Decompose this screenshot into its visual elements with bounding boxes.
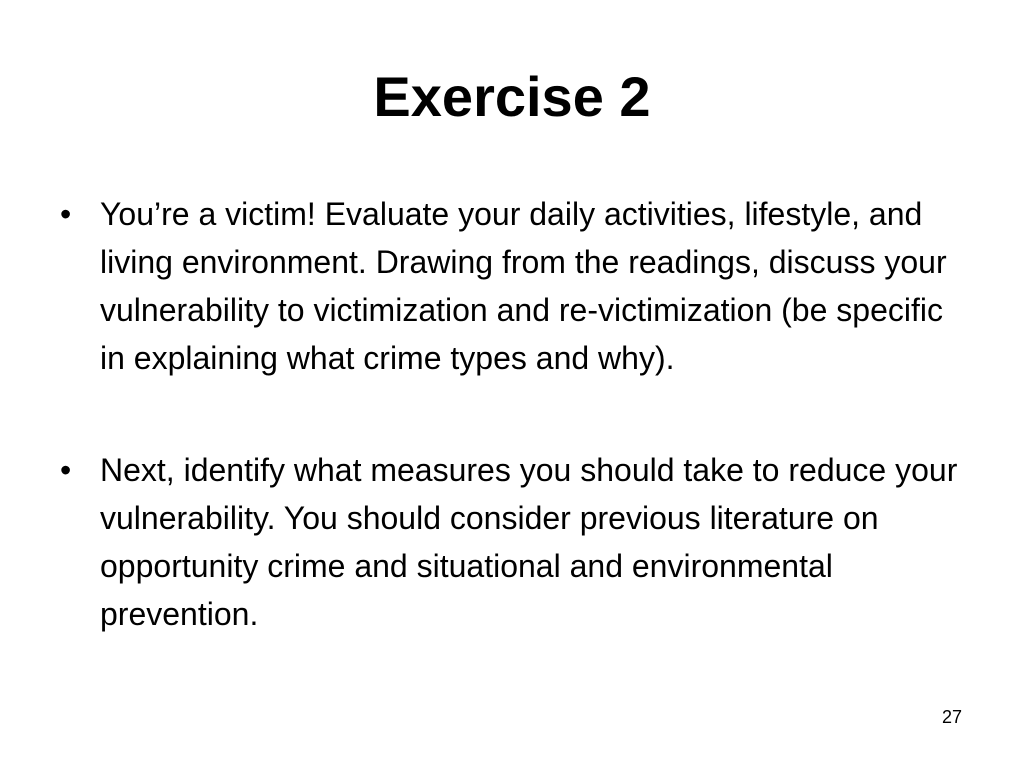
slide-title: Exercise 2 — [373, 65, 651, 128]
bullet-text: Next, identify what measures you should take to reduce your vulnerability. You should consider previous literature on opportunity crime and situational and environmental prevention. — [100, 452, 958, 632]
bullet-text: You’re a victim! Evaluate your daily activities, lifestyle, and living environment. Drawing from the readings, discuss your vulnerability to victimization and re-victimization (be specific in explaining what crime types and why). — [100, 196, 947, 376]
bullet-dot-icon: • — [60, 196, 72, 232]
page-number: 27 — [941, 707, 962, 727]
bullet-dot-icon: • — [60, 452, 72, 488]
bullet-list — [60, 190, 960, 638]
bullet-item — [60, 190, 960, 382]
bullet-item — [60, 446, 960, 638]
